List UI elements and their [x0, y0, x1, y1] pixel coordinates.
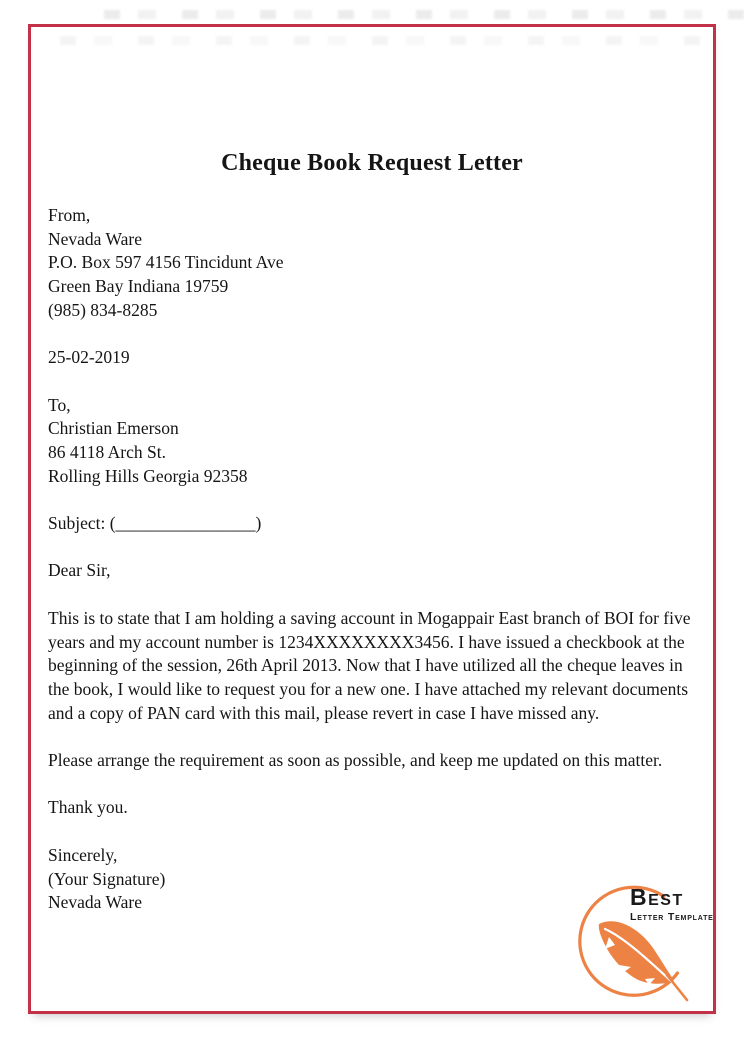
sender-name: Nevada Ware — [48, 228, 142, 249]
signature-closing: Sincerely, — [48, 844, 118, 865]
body-paragraph-2: Please arrange the requirement as soon as possible, and keep me updated on this matter. — [48, 750, 663, 771]
page-title: Cheque Book Request Letter — [221, 150, 523, 177]
sender-block — [48, 204, 704, 323]
scan-artifact-top — [104, 10, 744, 19]
recipient-city: Rolling Hills Georgia 92358 — [48, 465, 248, 486]
signature-name: Nevada Ware — [48, 892, 142, 913]
subject-line: Subject: (________________) — [48, 513, 262, 534]
sender-phone: (985) 834-8285 — [48, 299, 158, 320]
recipient-name: Christian Emerson — [48, 418, 179, 439]
letter-body — [48, 204, 704, 939]
date-block — [48, 346, 704, 370]
salutation: Dear Sir, — [48, 560, 111, 581]
closing-thanks: Thank you. — [48, 797, 128, 818]
body-paragraph-1: This is to state that I am holding a saving account in Mogappair East branch of BOI for five years and my account number is 1234XXXXXXXX3456. I have issued a checkbook at the beginning of the session, 26th April 2013. Now that I have utilized all the cheque leaves in the book, I would like to request you for a new one. I have attached my relevant documents and a copy of PAN card with this mail, please revert in case I have missed any. — [48, 607, 691, 723]
letter-date: 25-02-2019 — [48, 347, 130, 368]
salutation-block — [48, 559, 704, 583]
brand-logo — [575, 879, 718, 1007]
sender-street: P.O. Box 597 4156 Tincidunt Ave — [48, 252, 284, 273]
sender-city: Green Bay Indiana 19759 — [48, 276, 229, 297]
brand-text — [630, 886, 714, 923]
recipient-label: To, — [48, 394, 71, 415]
recipient-street: 86 4118 Arch St. — [48, 442, 166, 462]
subject-block — [48, 512, 704, 536]
brand-name: Best — [630, 884, 684, 910]
brand-tagline: Letter Template — [630, 911, 714, 923]
sender-label: From, — [48, 205, 91, 225]
feather-quill-stem — [667, 975, 687, 1000]
recipient-block — [48, 394, 704, 489]
signature-placeholder: (Your Signature) — [48, 868, 166, 889]
